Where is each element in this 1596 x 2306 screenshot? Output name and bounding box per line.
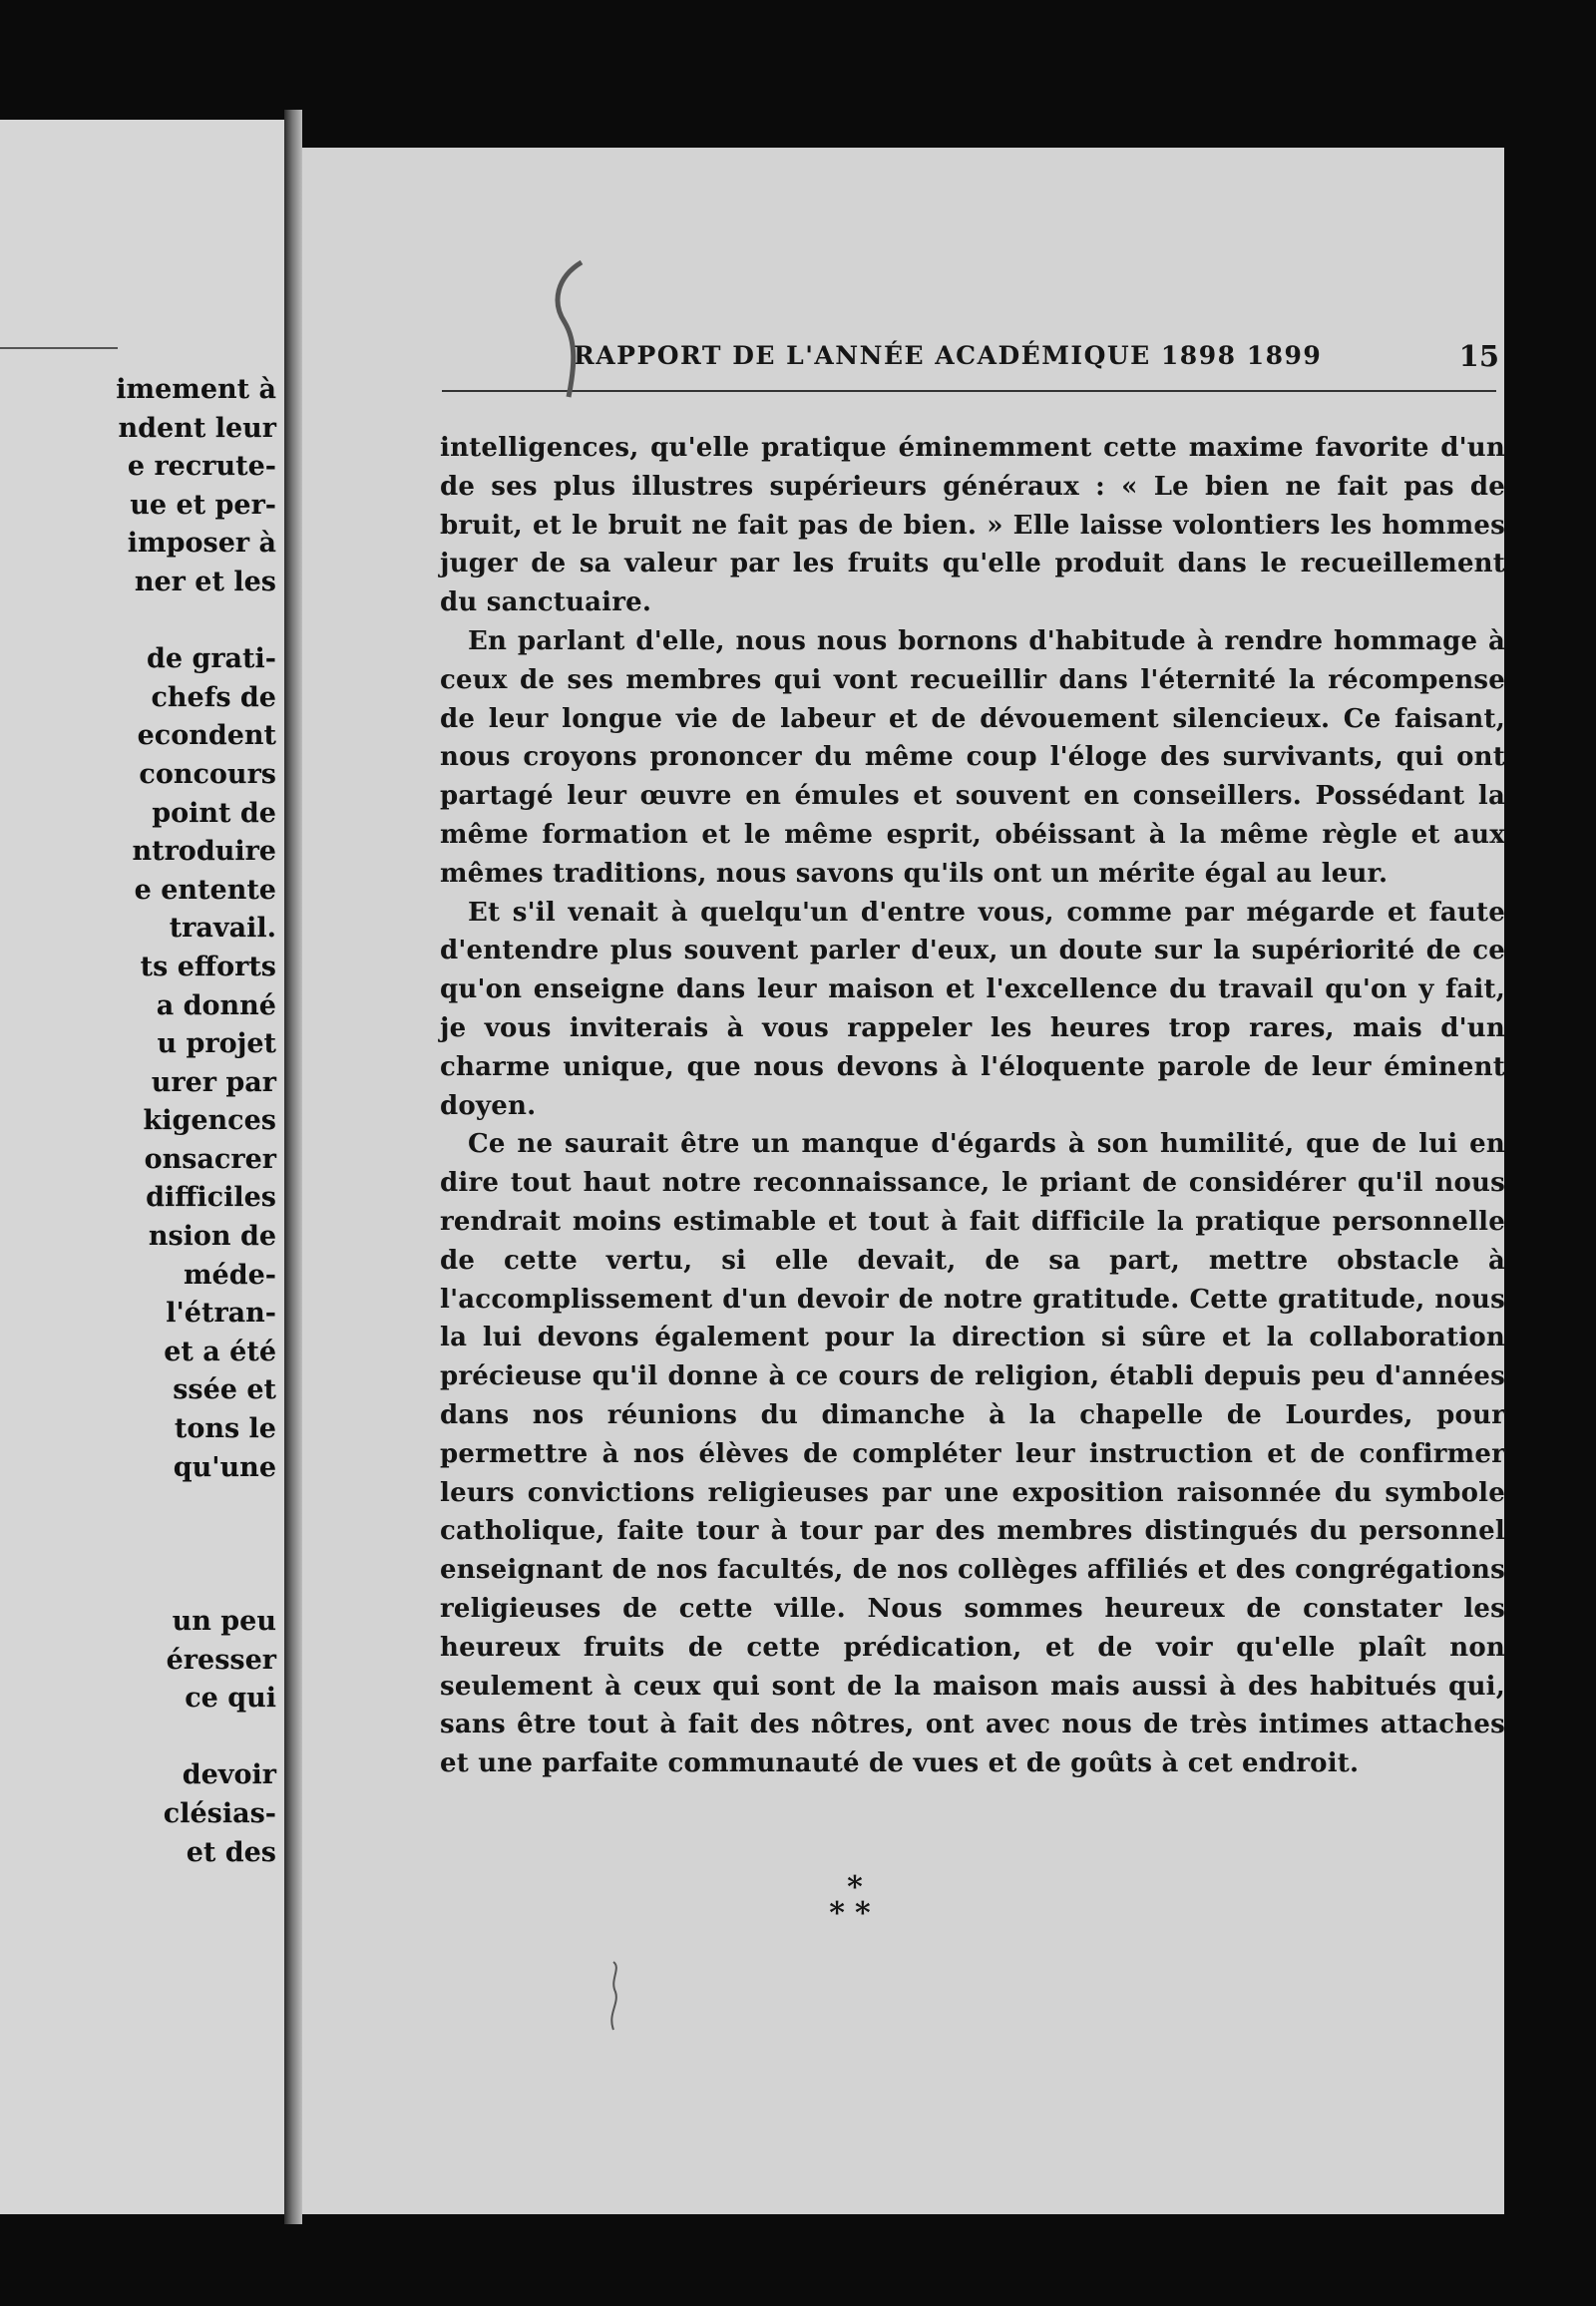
left-page-fragment: concours: [139, 758, 276, 790]
left-page-fragment: ue et per-: [130, 489, 276, 521]
asterism-separator: [815, 1870, 895, 1931]
left-page-fragment: [116, 1487, 276, 1526]
left-page-fragment: point de: [152, 797, 276, 829]
running-title: RAPPORT DE L'ANNÉE ACADÉMIQUE 1898 1899: [574, 341, 1323, 370]
asterism-bottom: **: [829, 1896, 881, 1931]
left-page-fragment: kigences: [143, 1105, 276, 1137]
left-page-fragment: tons le: [174, 1413, 276, 1445]
left-page-fragment: nsion de: [148, 1221, 276, 1253]
left-page-fragment: imposer à: [127, 528, 276, 560]
left-page-fragment: e recrute-: [127, 451, 276, 483]
asterism-top: *: [847, 1870, 863, 1905]
left-page-fragment: chefs de: [151, 681, 276, 713]
left-page-fragment: ssée et: [173, 1374, 276, 1406]
left-page-fragment: ts efforts: [140, 951, 276, 982]
left-page-fragment: e entente: [134, 874, 276, 906]
book-spine: [284, 110, 302, 2224]
body-text: [440, 429, 1505, 1783]
paragraph: intelligences, qu'elle pratique éminemment cette maxime favorite d'un de ses plus illustres supérieurs généraux : « Le bien ne fait pas de bruit, et le bruit ne fait pas de bien. » Elle laisse volontiers les hommes juger de sa valeur par les fruits qu'elle produit dans le recueillement du sanctuaire.: [440, 433, 1505, 618]
left-page-fragment: qu'une: [173, 1451, 276, 1483]
left-page-fragment: éresser: [166, 1644, 276, 1676]
left-page-fragment: de grati-: [147, 643, 276, 675]
left-page-fragment: clésias-: [163, 1797, 276, 1829]
left-page-fragment: a donné: [156, 989, 276, 1021]
paragraph: Et s'il venait à quelqu'un d'entre vous, comme par mégarde et faute d'entendre plus souvent parler d'eux, un doute sur la supériorité de ce qu'on enseigne dans leur maison et l'excellence du travail qu'on y fait, je vous inviterais à vous rappeler les heures trop rares, mais d'un charme unique, que nous devons à l'éloquente parole de leur éminent doyen.: [440, 897, 1505, 1121]
running-header: [442, 337, 1499, 381]
paragraph: En parlant d'elle, nous nous bornons d'habitude à rendre hommage à ceux de ses membres qui vont recueillir dans l'éternité la récompense de leur longue vie de labeur et de dévouement silencieux. Ce faisant, nous croyons prononcer du même coup l'éloge des survivants, qui ont partagé leur œuvre en émules et souvent en conseillers. Possédant la même formation et le même esprit, obéissant à la même règle et aux mêmes traditions, nous savons qu'ils ont un mérite égal au leur.: [440, 625, 1505, 889]
left-page-rule: [0, 347, 118, 349]
paragraph: Ce ne saurait être un manque d'égards à son humilité, que de lui en dire tout haut notre reconnaissance, le priant de considérer qu'il nous rendrait moins estimable et tout à fait difficile la pratique personnelle de cette vertu, si elle devait, de sa part, mettre obstacle à l'accomplissement d'un devoir de notre gratitude. Cette gratitude, nous la lui devons également pour la direction si sûre et la collaboration précieuse qu'il donne à ce cours de religion, établi depuis peu d'années dans nos réunions du dimanche à la chapelle de Lourdes, pour permettre à nos élèves de compléter leur instruction et de confirmer leurs convictions religieuses par une exposition raisonnée du symbole catholique, faite tour à tour par des membres distingués du personnel enseignant de nos facultés, de nos collèges affiliés et des congrégations religieuses de cette ville. Nous sommes heureux de constater les heureux fruits de cette prédication, et de voir qu'elle plaît non seulement à ceux qui sont de la maison mais aussi à des habitués qui, sans être tout à fait des nôtres, ont avec nous de très intimes attaches et une parfaite communauté de vues et de goûts à cet endroit.: [440, 1129, 1505, 1779]
right-page: [302, 148, 1504, 2214]
pencil-mark: [547, 257, 597, 407]
left-page-fragment: [116, 1719, 276, 1757]
left-page-fragment: et a été: [164, 1336, 276, 1367]
left-page-fragment: travail.: [169, 913, 276, 945]
left-page-fragment: et des: [186, 1836, 276, 1868]
left-page-fragment: onsacrer: [144, 1143, 276, 1175]
left-page-fragment: ner et les: [134, 566, 276, 597]
left-page-fragment: econdent: [137, 720, 276, 752]
left-page-fragment: ndent leur: [118, 412, 276, 444]
left-page: [0, 120, 284, 2214]
left-page-fragment: devoir: [182, 1759, 276, 1791]
header-rule: [442, 390, 1496, 392]
left-page-fragment: méde-: [183, 1259, 276, 1291]
left-page-fragment: ce qui: [185, 1683, 276, 1715]
left-page-fragment: [116, 1526, 276, 1565]
pencil-mark: [601, 1958, 631, 2038]
left-page-fragment: [116, 1564, 276, 1603]
left-page-fragment: u projet: [157, 1028, 276, 1060]
left-page-fragment: l'étran-: [166, 1298, 276, 1330]
left-page-text-fragments: [116, 371, 276, 1872]
left-page-fragment: [116, 602, 276, 641]
page-number: 15: [1458, 339, 1499, 373]
left-page-fragment: imement à: [116, 374, 276, 405]
left-page-fragment: un peu: [172, 1606, 276, 1637]
left-page-fragment: difficiles: [146, 1182, 276, 1214]
left-page-fragment: urer par: [151, 1066, 276, 1098]
left-page-fragment: ntroduire: [132, 836, 276, 868]
